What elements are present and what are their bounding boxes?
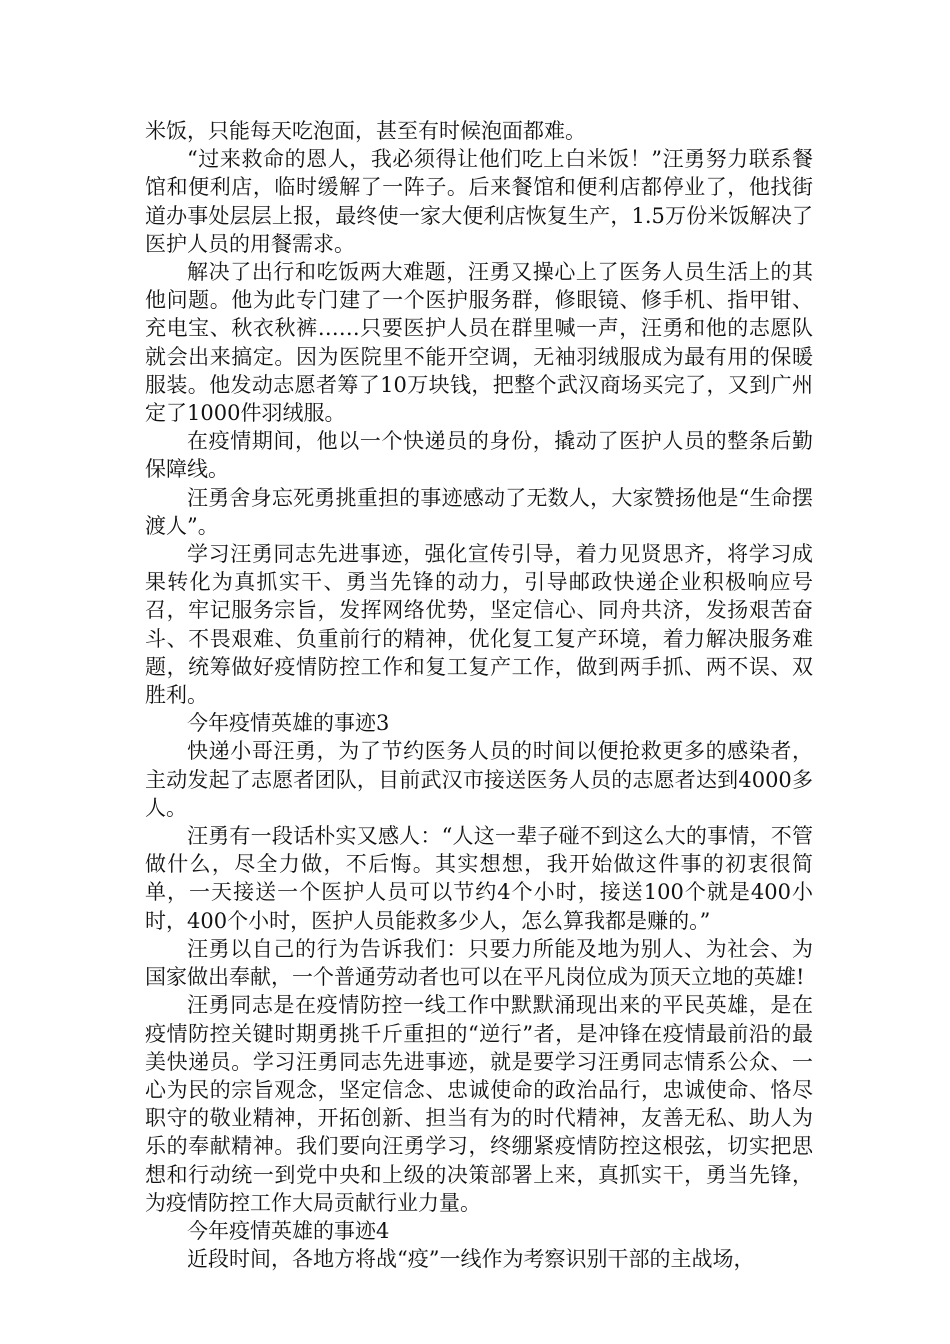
paragraph-hero: 汪勇以自己的行为告诉我们：只要力所能及地为别人、为社会、为国家做出奉献，一个普通劳动者也可以在平凡岗位成为顶天立地的英雄! — [145, 936, 813, 990]
paragraph-volunteer-team: 快递小哥汪勇，为了节约医务人员的时间以便抢救更多的感染者，主动发起了志愿者团队，目前武汉市接送医务人员的志愿者达到4000多人。 — [145, 739, 813, 820]
document-body — [145, 117, 813, 1273]
paragraph-logistics: 在疫情期间，他以一个快递员的身份，撬动了医护人员的整条后勤保障线。 — [145, 429, 813, 482]
paragraph-front-line: 近段时间，各地方将战“疫”一线作为考察识别干部的主战场， — [187, 1247, 755, 1272]
paragraph-service-group: 解决了出行和吃饭两大难题，汪勇又操心上了医务人员生活上的其他问题。他为此专门建了一个医护服务群，修眼镜、修手机、指甲钳、充电宝、秋衣秋裤……只要医护人员在群里喊一声，汪勇和他的志愿队就会出来搞定。因为医院里不能开空调，无袖羽绒服成为最有用的保暖服装。他发动志愿者筹了10万块钱，把整个武汉商场买完了，又到广州定了1000件羽绒服。 — [145, 260, 813, 426]
paragraph-life-ferryman: 汪勇舍身忘死勇挑重担的事迹感动了无数人，大家赞扬他是“生命摆渡人”。 — [145, 485, 813, 538]
paragraph-civilian-hero: 汪勇同志是在疫情防控一线工作中默默涌现出来的平民英雄，是在疫情防控关键时期勇挑千斤重担的“逆行”者，是冲锋在疫情最前沿的最美快递员。学习汪勇同志先进事迹，就是要学习汪勇同志情系公众、一心为民的宗旨观念，坚定信念、忠诚使命的政治品行，忠诚使命、恪尽职守的敬业精神，开拓创新、担当有为的时代精神，友善无私、助人为乐的奉献精神。我们要向汪勇学习，终绷紧疫情防控这根弦，切实把思想和行动统一到党中央和上级的决策部署上来，真抓实干，勇当先锋，为疫情防控工作大局贡献行业力量。 — [145, 993, 813, 1215]
paragraph-continuation: 米饭，只能每天吃泡面，甚至有时候泡面都难。 — [145, 119, 586, 143]
paragraph-quote: 汪勇有一段话朴实又感人：“人这一辈子碰不到这么大的事情，不管做什么，尽全力做，不后悔。其实想想，我开始做这件事的初衷很简单，一天接送一个医护人员可以节约4个小时，接送100个就是400小时，400个小时，医护人员能救多少人，怎么算我都是赚的。” — [145, 824, 813, 933]
paragraph-rice-quote: “过来救命的恩人，我必须得让他们吃上白米饭！”汪勇努力联系餐馆和便利店，临时缓解了一阵子。后来餐馆和便利店都停业了，他找街道办事处层层上报，最终使一家大便利店恢复生产，1.5万份米饭解决了医护人员的用餐需求。 — [145, 147, 813, 256]
paragraph-learning: 学习汪勇同志先进事迹，强化宣传引导，着力见贤思齐，将学习成果转化为真抓实干、勇当先锋的动力，引导邮政快递企业积极响应号召，牢记服务宗旨，发挥网络优势，坚定信心、同舟共济，发扬艰苦奋斗、不畏艰难、负重前行的精神，优化复工复产环境，着力解决服务难题，统筹做好疫情防控工作和复工复产工作，做到两手抓、两不误、双胜利。 — [145, 542, 813, 708]
section-heading-4: 今年疫情英雄的事迹4 — [187, 1218, 390, 1243]
section-heading-3: 今年疫情英雄的事迹3 — [187, 711, 390, 736]
